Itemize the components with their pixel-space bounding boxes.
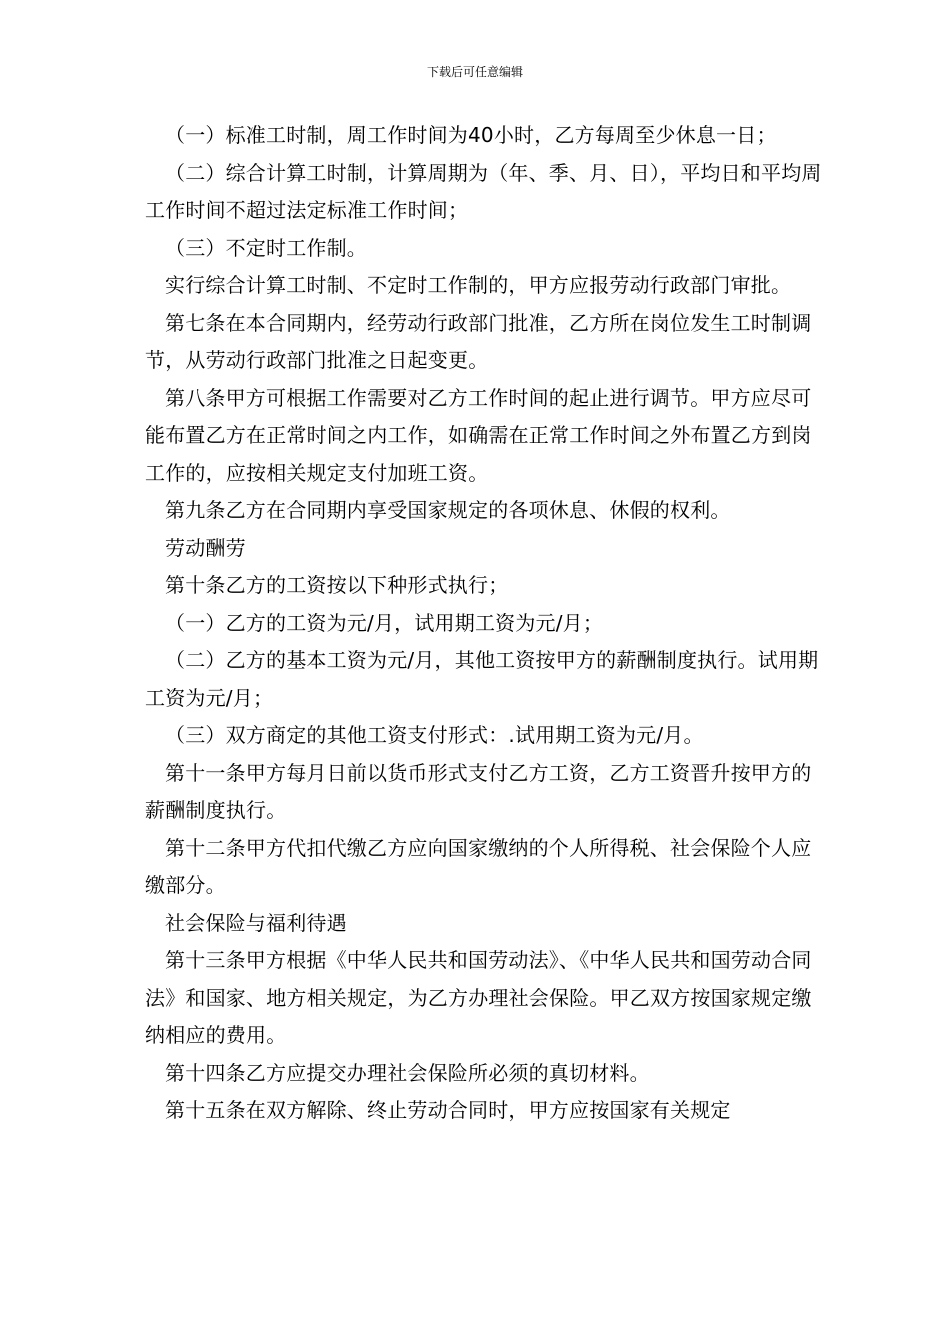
paragraph-16: 第十三条甲方根据《中华人民共和国劳动法》、《中华人民共和国劳动合同法》和国家、地方相关规定，为乙方办理社会保险。甲乙双方按国家规定缴纳相应的费用。 (145, 948, 812, 1047)
section-heading-social-insurance: 社会保险与福利待遇 (165, 910, 347, 935)
section-heading-labor-pay: 劳动酬劳 (165, 535, 246, 560)
paragraph-6: 第八条甲方可根据工作需要对乙方工作时间的起止进行调节。甲方应尽可能布置乙方在正常时间之内工作，如确需在正常工作时间之外布置乙方到岗工作的，应按相关规定支付加班工资。 (145, 385, 812, 485)
paragraph-14: 第十二条甲方代扣代缴乙方应向国家缴纳的个人所得税、社会保险个人应缴部分。 (145, 835, 812, 897)
document-body (145, 117, 825, 1130)
paragraph-1: （一）标准工时制，周工作时间为40小时，乙方每周至少休息一日； (165, 123, 777, 147)
paragraph-13: 第十一条甲方每月日前以货币形式支付乙方工资，乙方工资晋升按甲方的薪酬制度执行。 (145, 760, 812, 822)
paragraph-12: （三）双方商定的其他工资支付形式：.试用期工资为元/月。 (165, 723, 704, 747)
paragraph-4: 实行综合计算工时制、不定时工作制的，甲方应报劳动行政部门审批。 (165, 273, 792, 297)
paragraph-10: （一）乙方的工资为元/月，试用期工资为元/月； (165, 610, 604, 635)
paragraph-3: （三）不定时工作制。 (165, 235, 367, 260)
paragraph-9: 第十条乙方的工资按以下种形式执行； (165, 573, 509, 597)
paragraph-18: 第十五条在双方解除、终止劳动合同时，甲方应按国家有关规定 (165, 1098, 731, 1122)
page-header: 下载后可任意编辑 (426, 65, 523, 79)
paragraph-2: （二）综合计算工时制，计算周期为（年、季、月、日），平均日和平均周工作时间不超过法定标准工作时间； (145, 160, 822, 222)
paragraph-7: 第九条乙方在合同期内享受国家规定的各项休息、休假的权利。 (165, 498, 731, 522)
paragraph-11: （二）乙方的基本工资为元/月，其他工资按甲方的薪酬制度执行。试用期工资为元/月； (145, 648, 819, 710)
paragraph-17: 第十四条乙方应提交办理社会保险所必须的真切材料。 (165, 1060, 650, 1085)
paragraph-5: 第七条在本合同期内，经劳动行政部门批准，乙方所在岗位发生工时制调节，从劳动行政部门批准之日起变更。 (145, 310, 812, 372)
